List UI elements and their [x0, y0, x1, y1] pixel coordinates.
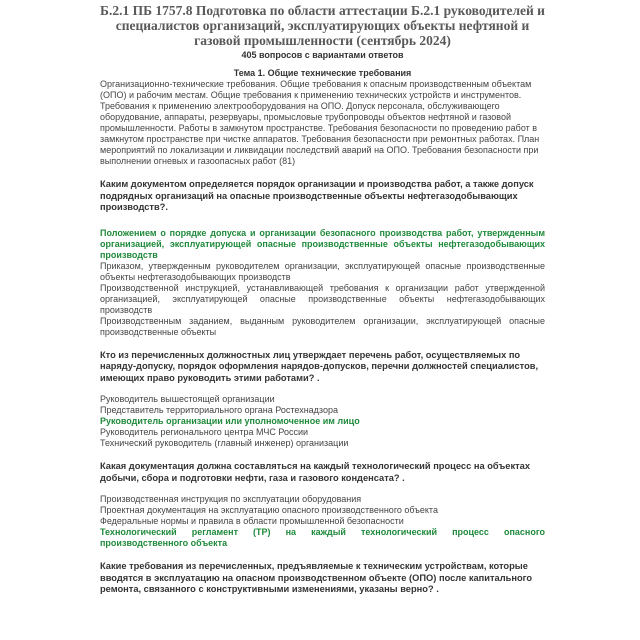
question-text: Какая документация должна составляться на каждый технологический процесс на объектах добычи, сбора и подготовки нефти, газа и газового конденсата? .: [100, 461, 531, 483]
answer-option-correct: Положением о порядке допуска и организации безопасного производства работ, утвержденным организацией, эксплуатирующей опасные производственные объекты нефтегазодобывающих производств: [100, 227, 545, 260]
topic-description: Организационно-технические требования. Общие требования к опасным производственным объектам (ОПО) и рабочим местам. Общие требования к применению технических устройств и инструментов. Требования к применению электрооборудования на ОПО. Допуск персонала, обслуживающего оборудование, аппараты, резервуары, промысловые трубопроводы объектов нефтяной и газовой промышленности. Работы в замкнутом пространстве. Требования безопасности по проведению работ в замкнутом пространстве при чистке аппаратов. Требования безопасности при ремонтных работах. План мероприятий по локализации и ликвидации последствий аварий на ОПО. Требования безопасности при выполнении огневых и газоопасных работ (81): [100, 79, 540, 166]
answer-option: Производственная инструкция по эксплуатации оборудования: [100, 494, 362, 504]
document-page: [100, 0, 545, 640]
answer-list: [100, 394, 545, 449]
answer-option: Руководитель регионального центра МЧС России: [100, 427, 309, 437]
answer-option: Представитель территориального органа Ростехнадзора: [100, 405, 338, 415]
answer-option: Производственной инструкцией, устанавливающей требования к организации работ утвержденной организацией, эксплуатирующей опасные производственные объекты нефтегазодобывающих производств: [100, 282, 545, 315]
question-block: [100, 179, 545, 338]
answer-list: [100, 494, 545, 549]
answer-option: Федеральные нормы и правила в области промышленной безопасности: [100, 516, 404, 526]
question-block: [100, 461, 545, 549]
question-text: Кто из перечисленных должностных лиц утверждает перечень работ, осуществляемых по наряду-допуску, порядок оформления нарядов-допусков, перечни должностей специалистов, имеющих право руководить этими работами? .: [100, 349, 539, 383]
answer-option: Руководитель вышестоящей организации: [100, 394, 275, 404]
answer-option: Приказом, утвержденным руководителем организации, эксплуатирующей опасные производственные объекты нефтегазодобывающих производств: [100, 260, 545, 282]
question-text: Каким документом определяется порядок организации и производства работ, а также допуск подрядных организаций на опасные производственные объекты нефтегазодобывающих производств?.: [100, 179, 534, 212]
topic-heading: Тема 1. Общие технические требования: [233, 68, 412, 78]
answer-list: [100, 228, 545, 338]
answer-option-correct: Руководитель организации или уполномоченное им лицо: [100, 416, 360, 426]
document-subtitle: 405 вопросов с вариантами ответов: [241, 50, 404, 60]
question-text: Какие требования из перечисленных, предъявляемые к техническим устройствам, которые вводятся в эксплуатацию на опасном производственном объекте (ОПО) после капитального ремонта, связанного с конструктивными изменениями, указаны верно? .: [100, 561, 533, 594]
question-block: [100, 350, 545, 450]
question-block: [100, 561, 545, 596]
answer-option-correct: Технологический регламент (ТР) на каждый технологический процесс опасного производственного объекта: [100, 527, 545, 548]
document-title: Б.2.1 ПБ 1757.8 Подготовка по области аттестации Б.2.1 руководителей и специалистов организаций, эксплуатирующих объекты нефтяной и газовой промышленности (сентябрь 2024): [100, 3, 545, 48]
answer-option: Производственным заданием, выданным руководителем организации, эксплуатирующей опасные производственные объекты: [100, 315, 545, 337]
answer-option: Проектная документация на эксплуатацию опасного производственного объекта: [100, 505, 438, 515]
answer-option: Технический руководитель (главный инженер) организации: [100, 438, 349, 448]
